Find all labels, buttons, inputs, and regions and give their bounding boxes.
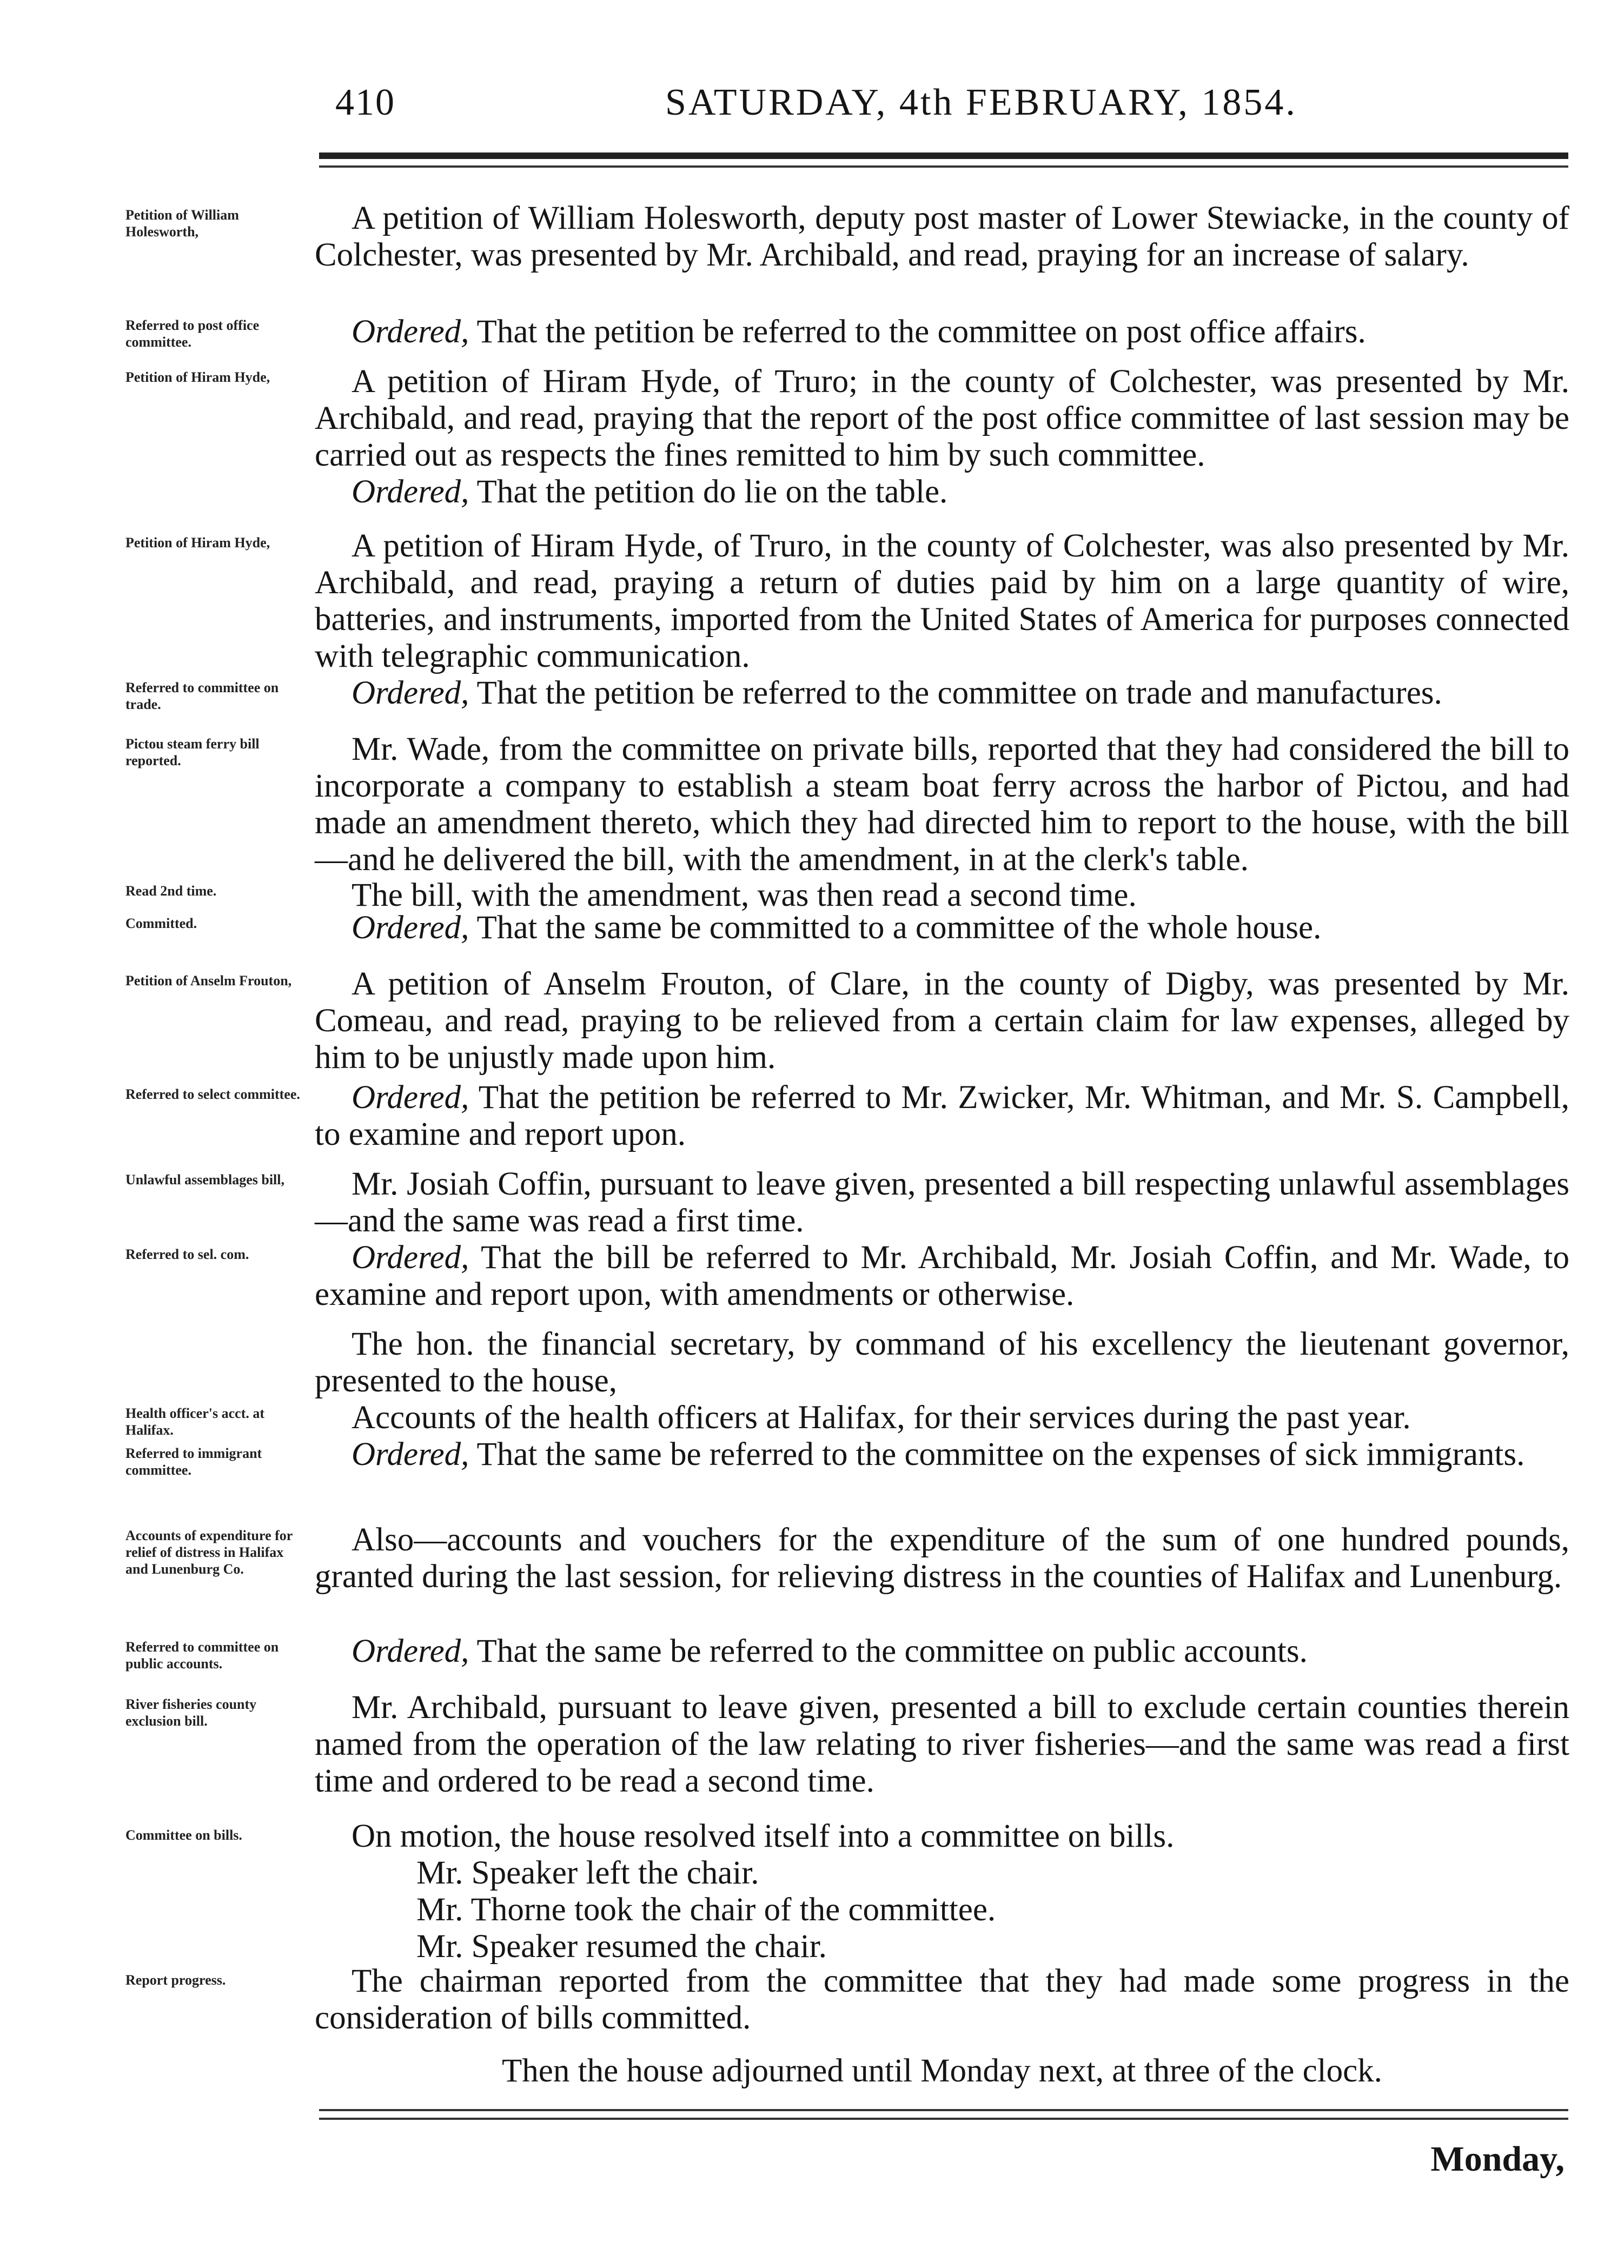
ordered-lead: Ordered, — [352, 1436, 469, 1473]
paragraph-text: That the petition do lie on the table. — [469, 474, 948, 510]
margin-note: River fisheries county exclusion bill. — [125, 1696, 257, 1729]
margin-note: Petition of William Holesworth, — [125, 207, 239, 240]
paragraph: A petition of William Holesworth, deputy post master of Lower Stewiacke, in the county of Colchester, was presented by Mr. Archibald, and read, praying for an increase of salary. — [315, 200, 1569, 273]
paragraph: Mr. Speaker resumed the chair. — [416, 1928, 827, 1965]
paragraph: A petition of Hiram Hyde, of Truro, in the county of Colchester, was also presented by Mr. Archibald, and read, praying a return of duties paid by him on a large quantity of wire, batteries, and instruments, imported from the United States of America for purposes connected with telegraphic communication. — [315, 528, 1569, 674]
ordered-lead: Ordered, — [352, 474, 469, 510]
running-head: SATURDAY, 4th FEBRUARY, 1854. — [665, 82, 1297, 123]
margin-note: Referred to committee on trade. — [125, 680, 279, 712]
catchword: Monday, — [1430, 2139, 1565, 2179]
footer-rule-upper — [319, 2109, 1568, 2111]
paragraph: The bill, with the amendment, was then read a second time. — [352, 877, 1137, 913]
paragraph: A petition of Anselm Frouton, of Clare, in the county of Digby, was presented by Mr. Comeau, and read, praying to be relieved from a certain claim for law expenses, alleged by him to be unjustly made upon him. — [315, 966, 1569, 1076]
paragraph — [315, 1239, 1569, 1313]
paragraph — [315, 910, 1569, 946]
margin-note: Committee on bills. — [125, 1827, 242, 1843]
paragraph: Then the house adjourned until Monday next, at three of the clock. — [502, 2053, 1382, 2089]
paragraph-text: That the bill be referred to Mr. Archibald, Mr. Josiah Coffin, and Mr. Wade, to examine and report upon, with amendments or otherwise. — [315, 1239, 1569, 1312]
paragraph: A petition of Hiram Hyde, of Truro; in the county of Colchester, was presented by Mr. Archibald, and read, praying that the report of the post office committee of last session may be carried out as respects the fines remitted to him by such committee. — [315, 363, 1569, 473]
margin-note: Read 2nd time. — [125, 883, 217, 899]
paragraph: Mr. Thorne took the chair of the committee. — [416, 1892, 996, 1928]
footer-rule-lower — [319, 2118, 1568, 2120]
margin-note: Pictou steam ferry bill reported. — [125, 736, 260, 768]
paragraph — [315, 1079, 1569, 1153]
margin-note: Unlawful assemblages bill, — [125, 1172, 284, 1188]
header-rule-thin — [319, 165, 1568, 168]
page-header — [0, 81, 1624, 130]
ordered-lead: Ordered, — [352, 314, 469, 350]
ordered-lead: Ordered, — [352, 1633, 469, 1669]
margin-note: Petition of Anselm Frouton, — [125, 973, 292, 989]
journal-body — [0, 178, 1624, 2098]
paragraph: Mr. Archibald, pursuant to leave given, presented a bill to exclude certain counties therein named from the operation of the law relating to river fisheries—and the same was read a first time and ordered to be read a second time. — [315, 1689, 1569, 1799]
paragraph — [315, 675, 1569, 712]
margin-note: Committed. — [125, 916, 197, 931]
paragraph — [315, 474, 1569, 510]
margin-note: Petition of Hiram Hyde, — [125, 369, 270, 385]
paragraph-text: That the same be referred to the committee on the expenses of sick immigrants. — [469, 1436, 1525, 1473]
margin-note: Referred to committee on public accounts. — [125, 1639, 279, 1672]
paragraph: Mr. Josiah Coffin, pursuant to leave given, presented a bill respecting unlawful assemblages—and the same was read a first time. — [315, 1166, 1569, 1239]
header-rule-thick — [319, 152, 1568, 159]
ordered-lead: Ordered, — [352, 1239, 469, 1276]
paragraph-text: That the petition be referred to the committee on trade and manufactures. — [469, 675, 1442, 711]
page-number: 410 — [335, 82, 395, 123]
paragraph — [315, 1633, 1569, 1670]
margin-note: Referred to sel. com. — [125, 1246, 249, 1262]
margin-note: Referred to post office committee. — [125, 317, 260, 350]
paragraph: Mr. Wade, from the committee on private bills, reported that they had considered the bill to incorporate a company to establish a steam boat ferry across the harbor of Pictou, and had made an amendment thereto, which they had directed him to report to the house, with the bill—and he delivered the bill, with the amendment, in at the clerk's table. — [315, 731, 1569, 878]
paragraph: On motion, the house resolved itself into a committee on bills. — [352, 1818, 1175, 1854]
paragraph — [315, 314, 1569, 350]
ordered-lead: Ordered, — [352, 910, 469, 946]
paragraph-text: That the petition be referred to the committee on post office affairs. — [469, 314, 1366, 350]
paragraph-text: That the same be committed to a committee of the whole house. — [469, 910, 1322, 946]
margin-note: Health officer's acct. at Halifax. — [125, 1405, 265, 1438]
paragraph: Also—accounts and vouchers for the expenditure of the sum of one hundred pounds, granted during the last session, for relieving distress in the counties of Halifax and Lunenburg. — [315, 1522, 1569, 1595]
margin-note: Referred to select committee. — [125, 1086, 300, 1102]
margin-note: Accounts of expenditure for relief of distress in Halifax and Lunenburg Co. — [125, 1528, 293, 1577]
margin-note: Report progress. — [125, 1972, 226, 1988]
ordered-lead: Ordered, — [352, 1079, 469, 1116]
paragraph: The hon. the financial secretary, by command of his excellency the lieutenant governor, presented to the house, — [315, 1326, 1569, 1399]
paragraph: Mr. Speaker left the chair. — [416, 1855, 759, 1891]
paragraph-text: That the petition be referred to Mr. Zwicker, Mr. Whitman, and Mr. S. Campbell, to examine and report upon. — [315, 1079, 1569, 1152]
paragraph: The chairman reported from the committee that they had made some progress in the consideration of bills committed. — [315, 1963, 1569, 2036]
margin-note: Petition of Hiram Hyde, — [125, 535, 270, 551]
paragraph: Accounts of the health officers at Halifax, for their services during the past year. — [352, 1400, 1411, 1436]
ordered-lead: Ordered, — [352, 675, 469, 711]
paragraph-text: That the same be referred to the committee on public accounts. — [469, 1633, 1308, 1669]
paragraph — [315, 1436, 1569, 1473]
margin-note: Referred to immigrant committee. — [125, 1445, 262, 1478]
